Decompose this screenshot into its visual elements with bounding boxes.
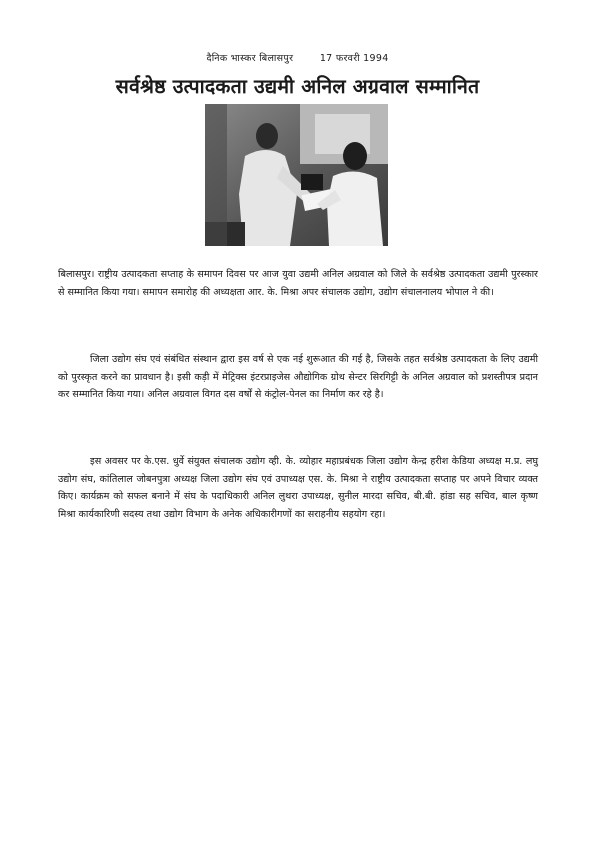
paragraph-3: इस अवसर पर के.एस. धुर्वे संयुक्त संचालक उद्योग व्ही. के. व्योहार महाप्रबंधक जिला उद्योग केन्द्र हरीश केडिया अध्यक्ष म.प्र. लघु उद्योग संघ, कांतिलाल जोबनपुत्रा अध्यक्ष जिला उद्योग संघ एवं उपाध्यक्ष एस. के. मिश्रा ने राष्ट्रीय उत्पादकता सप्ताह पर अपने विचार व्यक्त किए। कार्यक्रम को सफल बनाने में संघ के पदाधिकारी अनिल लुथरा उपाध्यक्ष, सुनील मारदा सचिव, बी.बी. हांडा सह सचिव, बाल कृष्ण मिश्रा कार्यकारिणी सदस्य तथा उद्योग विभाग के अनेक अधिकारीगणों का सराहनीय सहयोग रहा। bbox=[58, 456, 538, 520]
paragraph-2: जिला उद्योग संघ एवं संबंधित संस्थान द्वारा इस वर्ष से एक नई शुरूआत की गई है, जिसके तहत सर्वश्रेष्ठ उत्पादकता के लिए उद्यमी को पुरस्कृत करने का प्रावधान है। इसी कड़ी में मेट्रिक्स इंटरप्राइजेस औद्योगिक ग्रोथ सेन्टर सिरगिट्टी के अनिल अग्रवाल को प्रशस्तीपत्र प्रदान कर सम्मानित किया गया। अनिल अग्रवाल विगत दस वर्षों से कंट्रोल-पेनल का निर्माण कर रहे है। bbox=[58, 354, 538, 400]
news-photo bbox=[205, 104, 388, 246]
headline: सर्वश्रेष्ठ उत्पादकता उद्यमी अनिल अग्रवाल सम्मानित bbox=[115, 75, 480, 98]
paragraph-1: बिलासपुर। राष्ट्रीय उत्पादकता सप्ताह के समापन दिवस पर आज युवा उद्यमी अनिल अग्रवाल को जिले के सर्वश्रेष्ठ उत्पादकता उद्यमी पुरस्कार से सम्मानित किया गया। समापन समारोह की अध्यक्षता आर. के. मिश्रा अपर संचालक उद्योग, उद्योग संचालनालय भोपाल ने की। bbox=[58, 269, 538, 298]
dateline: दैनिक भास्कर बिलासपुर 17 फरवरी 1994 bbox=[206, 53, 389, 64]
